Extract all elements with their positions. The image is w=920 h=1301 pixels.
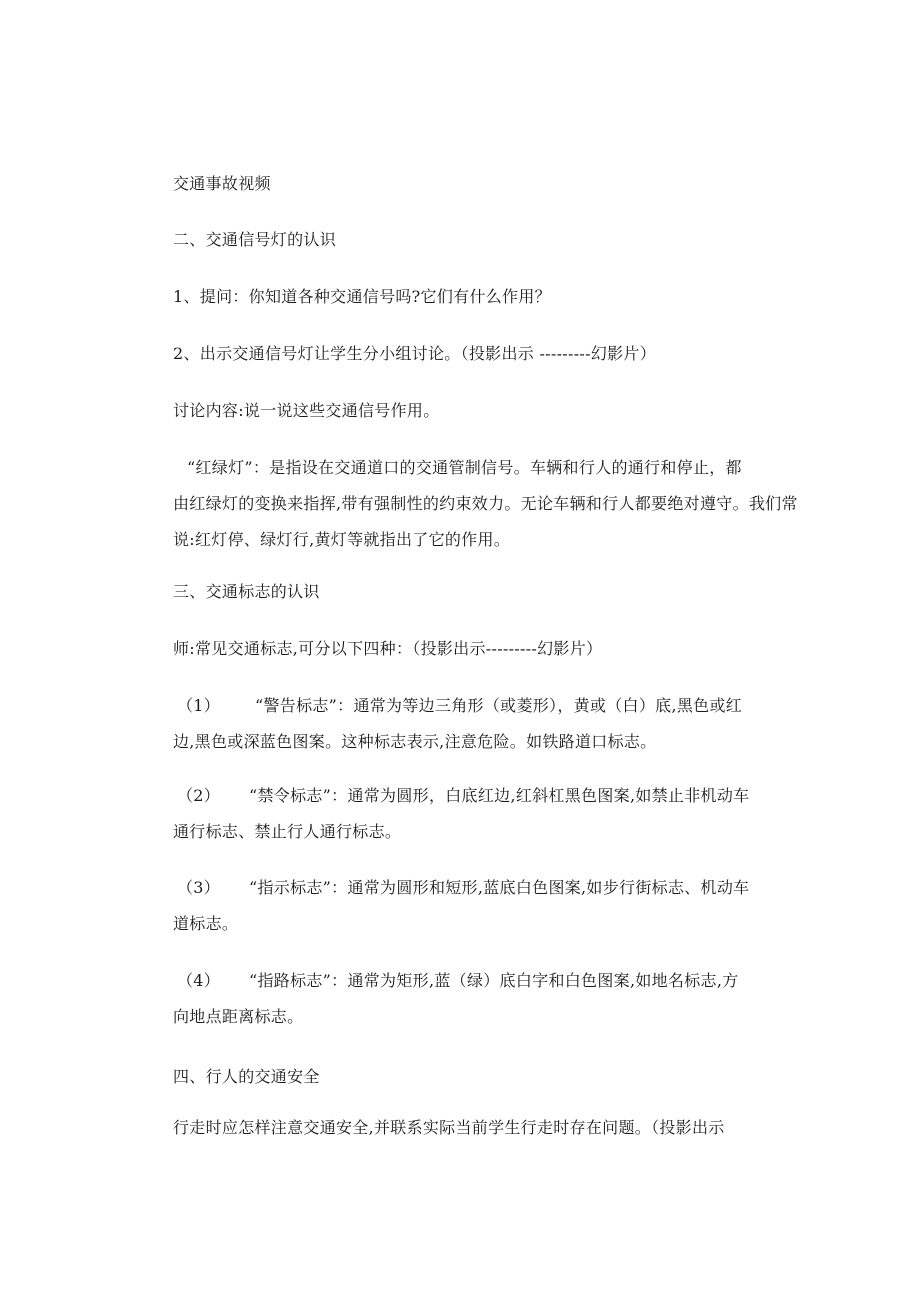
sign-item-number: （3）: [177, 878, 221, 897]
sign-item-line-2: 道标志。: [173, 914, 239, 933]
item-1-question: 1、提问：你知道各种交通信号吗?它们有什么作用？: [173, 287, 551, 306]
section-4-title: 四、行人的交通安全: [173, 1067, 320, 1086]
sign-item-2: [173, 778, 793, 850]
traffic-light-line-2: 由红绿灯的变换来指挥,带有强制性的约束效力。无论车辆和行人都要绝对遵守。我们常: [173, 494, 798, 513]
sign-item-line-1: “警告标志”：通常为等边三角形（或菱形），黄或（白）底,黑色或红: [255, 696, 743, 715]
sign-item-line-1: “禁令标志”：通常为圆形，白底红边,红斜杠黑色图案,如禁止非机动车: [249, 786, 750, 805]
walking-safety-line: 行走时应怎样注意交通安全,并联系实际当前学生行走时存在问题。（投影出示: [173, 1118, 725, 1137]
section-2-title: 二、交通信号灯的认识: [173, 230, 337, 249]
sign-item-4: [173, 963, 793, 1035]
sign-item-line-1: “指示标志”：通常为圆形和短形,蓝底白色图案,如步行街标志、机动车: [249, 878, 750, 897]
sign-item-line-2: 向地点距离标志。: [173, 1007, 304, 1026]
traffic-light-line-3: 说:红灯停、绿灯行,黄灯等就指出了它的作用。: [173, 530, 511, 549]
sign-item-3: [173, 870, 793, 942]
sign-item-number: （4）: [177, 971, 221, 990]
sign-item-line-2: 通行标志、禁止行人通行标志。: [173, 822, 402, 841]
item-2-show-lights: 2、出示交通信号灯让学生分小组讨论。（投影出示 ---------幻影片）: [173, 344, 657, 363]
line-traffic-accident-video: 交通事故视频: [173, 174, 271, 193]
traffic-light-paragraph: [173, 450, 798, 558]
teacher-line: 师:常见交通标志,可分以下四种：（投影出示---------幻影片）: [173, 639, 603, 658]
sign-item-line-2: 边,黑色或深蓝色图案。这种标志表示,注意危险。如铁路道口标志。: [173, 732, 657, 751]
discussion-content: 讨论内容:说一说这些交通信号作用。: [173, 401, 440, 420]
sign-item-line-1: “指路标志”：通常为矩形,蓝（绿）底白字和白色图案,如地名标志,方: [249, 971, 739, 990]
sign-item-number: （2）: [177, 786, 221, 805]
traffic-light-line-1: “红绿灯”：是指设在交通道口的交通管制信号。车辆和行人的通行和停止，都: [187, 458, 742, 477]
sign-item-number: （1）: [177, 696, 221, 715]
sign-item-1: [173, 688, 793, 760]
section-3-title: 三、交通标志的认识: [173, 582, 320, 601]
